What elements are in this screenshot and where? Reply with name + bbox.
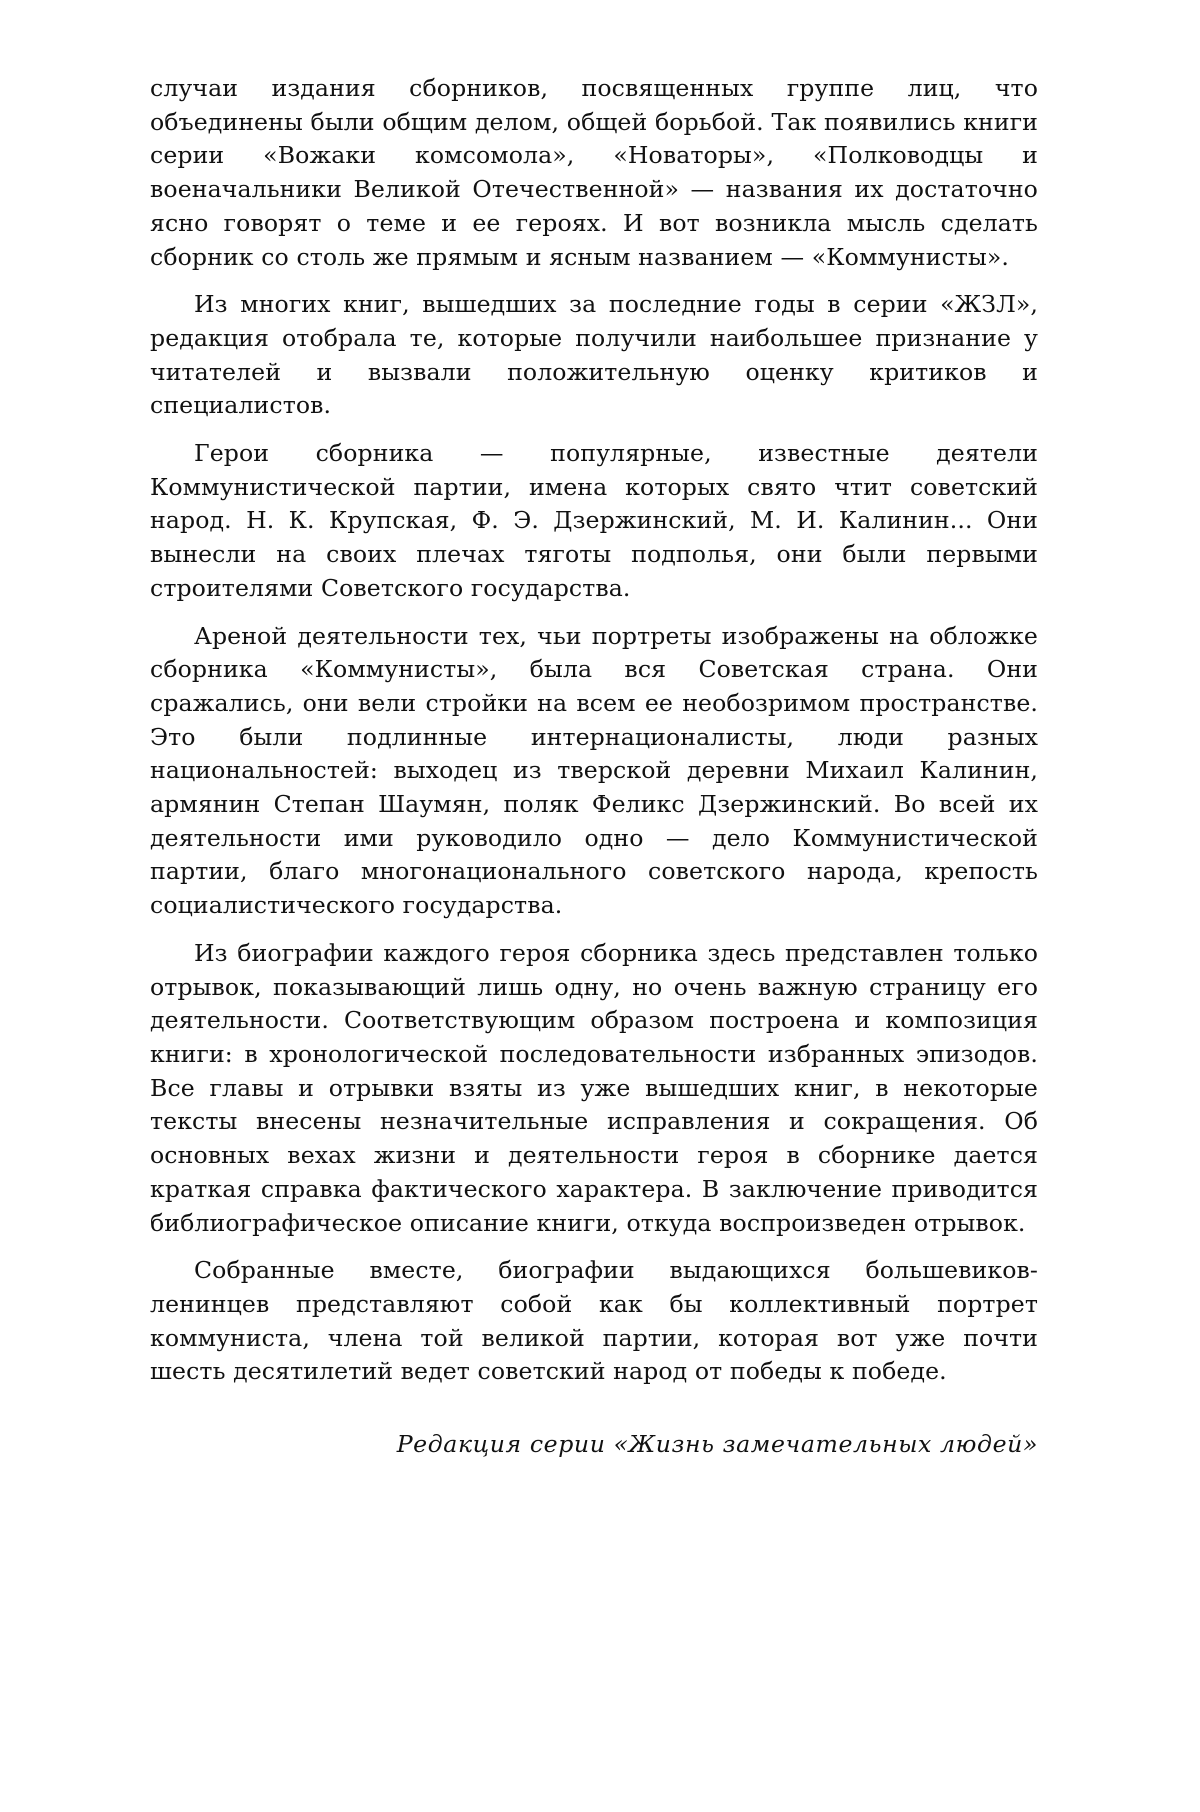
- paragraph-1: случаи издания сборников, посвященных группе лиц, что объединены были общим делом, общей борьбой. Так появились книги серии «Вожаки комсомола», «Новаторы», «Полководцы и военачальники Великой Отечественной» — названия их достаточно ясно говорят о теме и ее героях. И вот возникла мысль сделать сборник со столь же прямым и ясным названием — «Коммунисты».: [150, 72, 1038, 274]
- book-page: [0, 0, 1200, 1812]
- paragraph-2: Из многих книг, вышедших за последние годы в серии «ЖЗЛ», редакция отобрала те, которые получили наибольшее признание у читателей и вызвали положительную оценку критиков и специалистов.: [150, 288, 1038, 423]
- paragraph-3: Герои сборника — популярные, известные деятели Коммунистической партии, имена которых свято чтит советский народ. Н. К. Крупская, Ф. Э. Дзержинский, М. И. Калинин... Они вынесли на своих плечах тяготы подполья, они были первыми строителями Советского государства.: [150, 437, 1038, 606]
- paragraph-6: Собранные вместе, биографии выдающихся большевиков-ленинцев представляют собой как бы коллективный портрет коммуниста, члена той великой партии, которая вот уже почти шесть десятилетий ведет советский народ от победы к победе.: [150, 1254, 1038, 1389]
- editorial-signature: Редакция серии «Жизнь замечательных людей»: [150, 1428, 1038, 1462]
- paragraph-4: Ареной деятельности тех, чьи портреты изображены на обложке сборника «Коммунисты», была вся Советская страна. Они сражались, они вели стройки на всем ее необозримом пространстве. Это были подлинные интернационалисты, люди разных национальностей: выходец из тверской деревни Михаил Калинин, армянин Степан Шаумян, поляк Феликс Дзержинский. Во всей их деятельности ими руководило одно — дело Коммунистической партии, благо многонационального советского народа, крепость социалистического государства.: [150, 620, 1038, 923]
- main-text: [150, 72, 1038, 1403]
- paragraph-5: Из биографии каждого героя сборника здесь представлен только отрывок, показывающий лишь одну, но очень важную страницу его деятельности. Соответствующим образом построена и композиция книги: в хронологической последовательности избранных эпизодов. Все главы и отрывки взяты из уже вышедших книг, в некоторые тексты внесены незначительные исправления и сокращения. Об основных вехах жизни и деятельности героя в сборнике дается краткая справка фактического характера. В заключение приводится библиографическое описание книги, откуда воспроизведен отрывок.: [150, 937, 1038, 1240]
